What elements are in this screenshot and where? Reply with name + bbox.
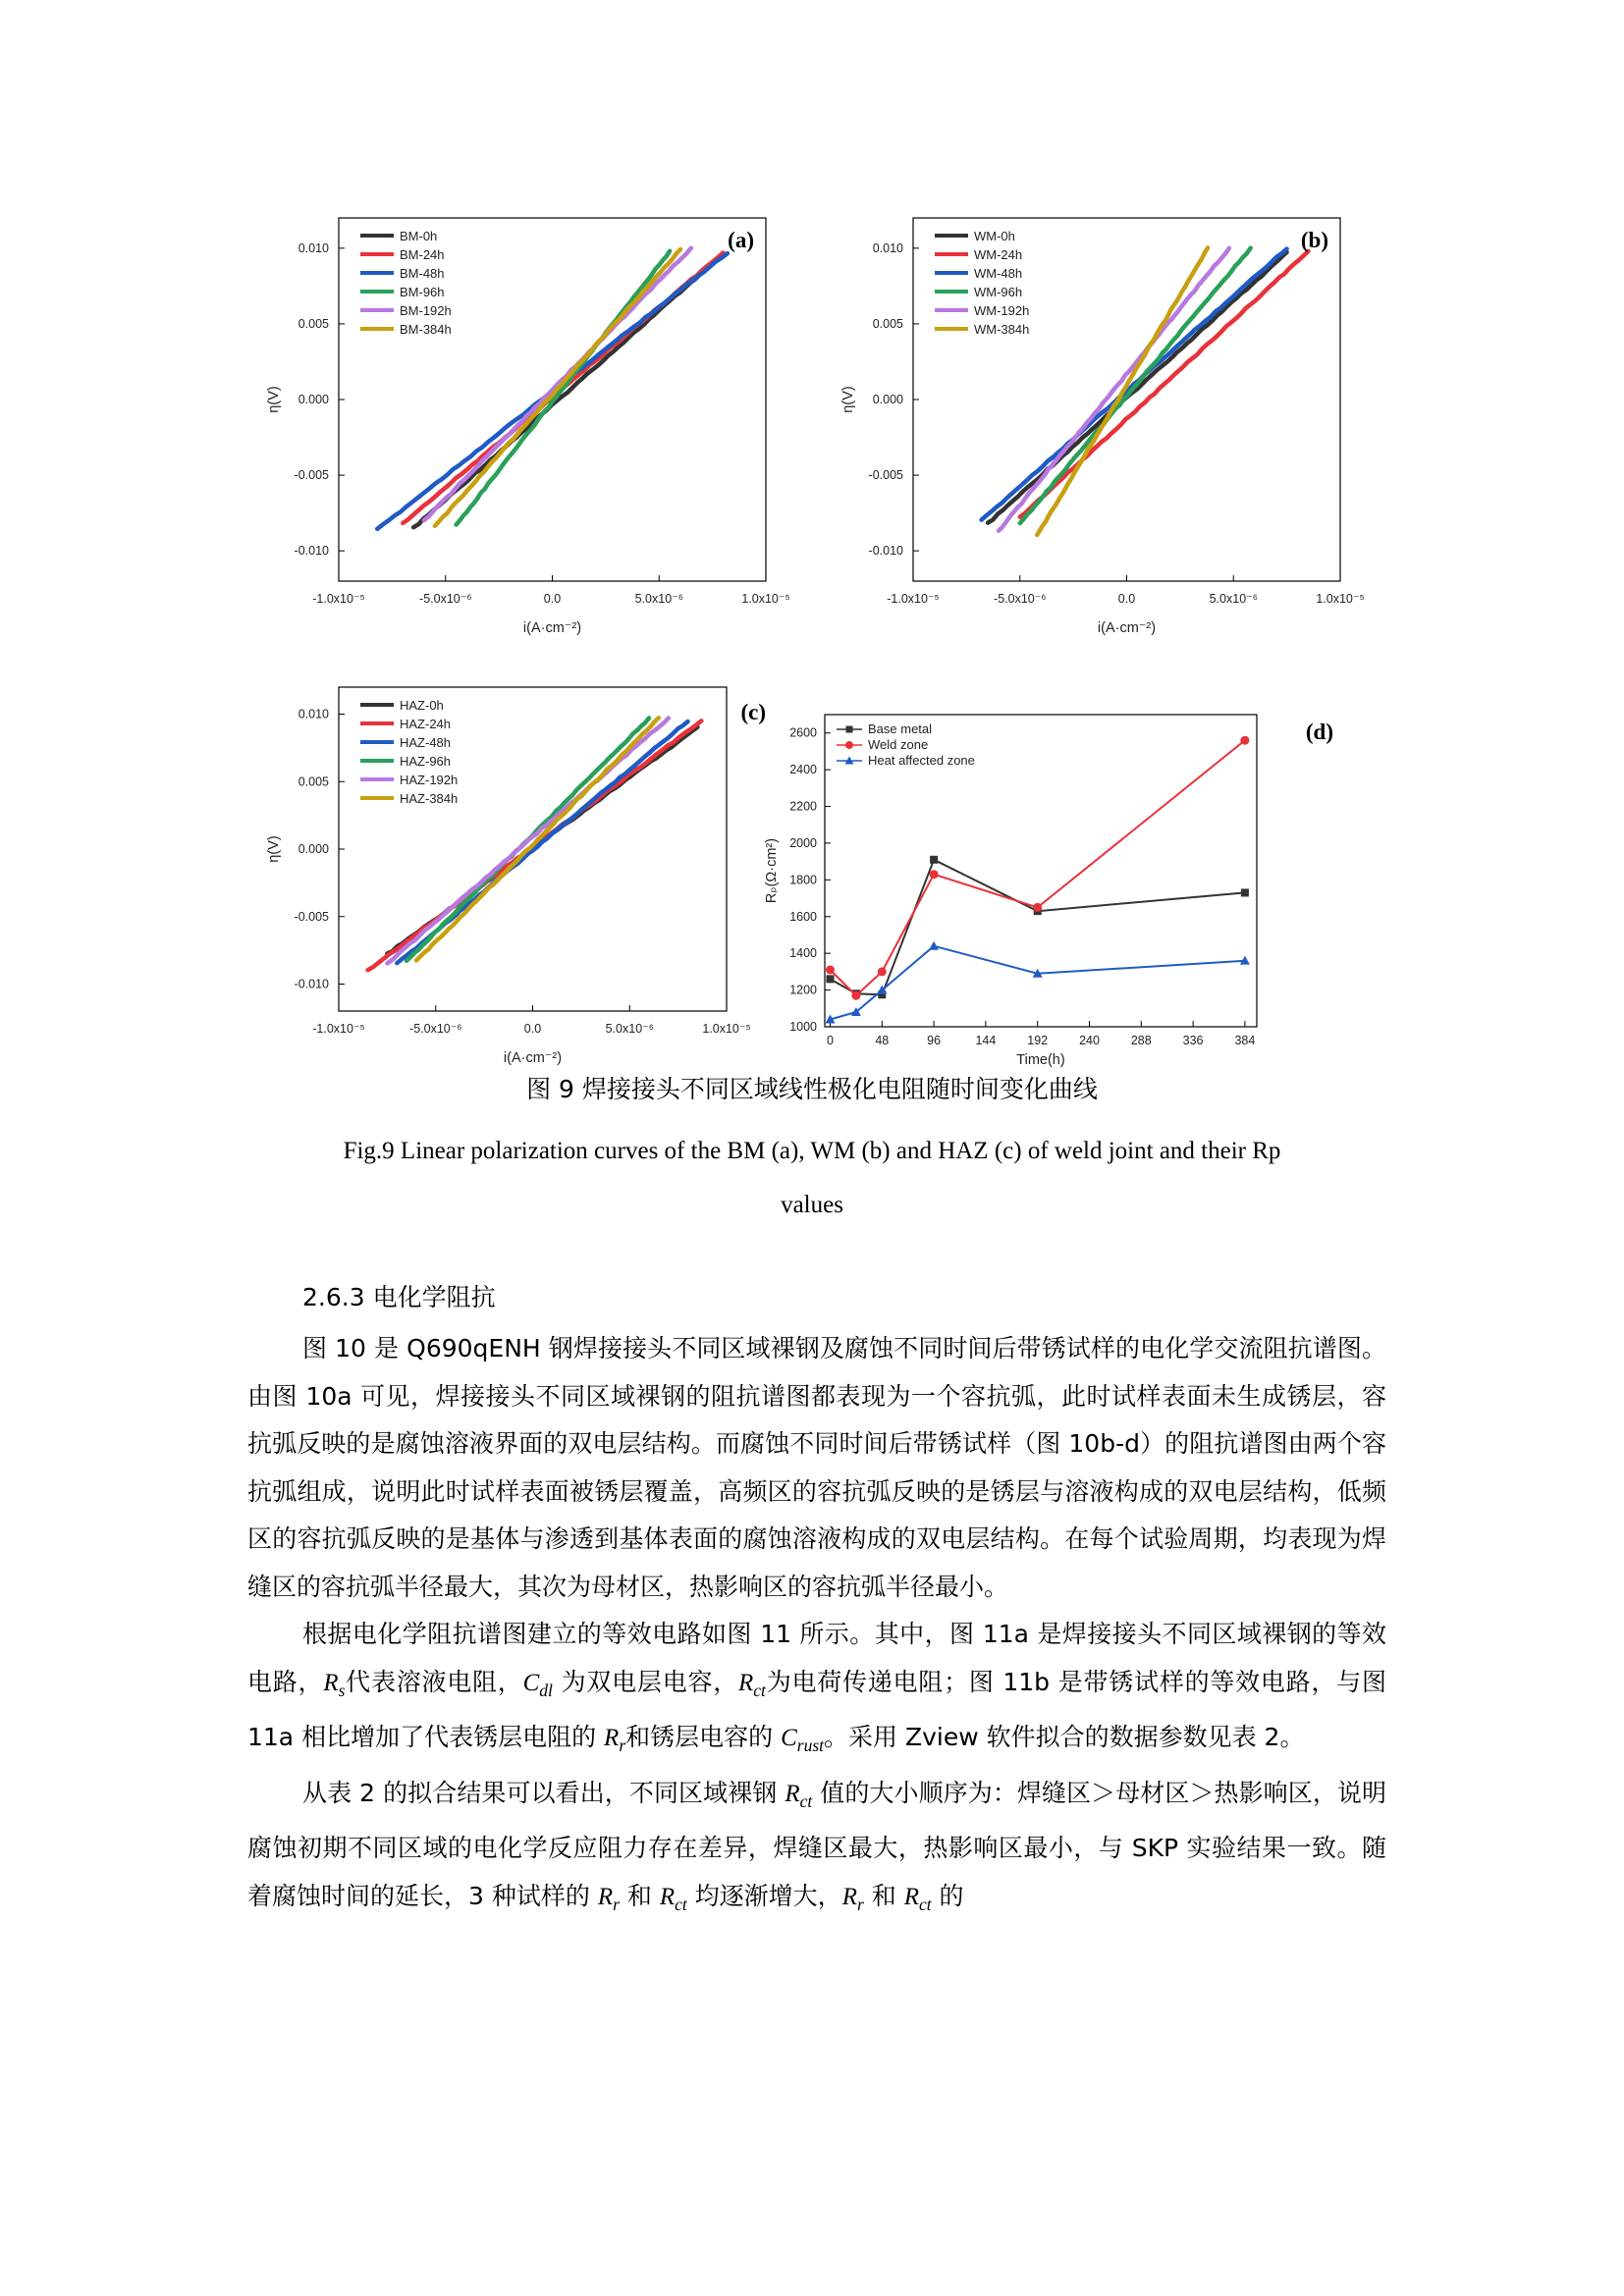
panel-label: (c) — [740, 700, 766, 724]
paragraph-2: 根据电化学阻抗谱图建立的等效电路如图 11 所示。其中，图 11a 是焊接接头不同区域裸钢的等效电路，$R_s$代表溶液电阻，$C_{dl}$ 为双电层电容，$R_{ct}$为电荷传递电阻；图 11b 是带锈试样的等效电路，与图 11a 相比增加了代表锈层电阻的 $R_r$和锈层电容的 $C_{rust}$。采用 Zview 软件拟合的数据参数见表 2。 — [247, 1620, 1386, 1755]
legend-label: WM-192h — [974, 303, 1030, 318]
marker-circle — [878, 967, 887, 976]
x-tick-label: 96 — [927, 1034, 942, 1047]
panel-label: (b) — [1300, 228, 1328, 252]
var-rr: $R_r$ — [604, 1725, 626, 1755]
series-line-WM-192h — [999, 248, 1229, 531]
panel-a-chart — [245, 208, 835, 640]
var-cdl: $C_{dl}$ — [522, 1669, 553, 1700]
y-tick-label: -0.005 — [294, 468, 329, 483]
var-rct: $R_{ct}$ — [738, 1669, 766, 1700]
y-tick-label: 0.010 — [298, 240, 329, 255]
x-tick-label: 0 — [827, 1034, 834, 1047]
legend-label: BM-24h — [400, 247, 445, 262]
legend-label: WM-384h — [974, 322, 1030, 337]
y-tick-label: 0.000 — [298, 393, 329, 406]
panel-b-chart — [815, 208, 1404, 640]
y-tick-label: 0.005 — [872, 316, 903, 331]
y-axis-title: η(V) — [840, 386, 856, 413]
legend-marker — [846, 726, 853, 733]
legend-label: Base metal — [868, 721, 933, 736]
legend-label: HAZ-0h — [400, 698, 444, 713]
y-tick-label: -0.005 — [294, 909, 329, 924]
x-tick-label: 5.0x10⁻⁶ — [1209, 592, 1258, 606]
x-tick-label: 384 — [1234, 1034, 1256, 1047]
x-tick-label: 144 — [975, 1034, 997, 1047]
marker-square — [827, 975, 835, 983]
x-tick-label: 192 — [1027, 1034, 1049, 1047]
series-line-WM-24h — [1020, 251, 1309, 517]
y-tick-label: -0.010 — [868, 544, 903, 559]
panel-d — [756, 705, 1345, 1078]
legend-marker — [845, 741, 853, 749]
var-rct: $R_{ct}$ — [785, 1780, 813, 1811]
x-tick-label: 240 — [1079, 1034, 1100, 1047]
series-line-HAZ-384h — [416, 718, 659, 960]
marker-circle — [851, 991, 860, 1000]
figure-caption-cn: 图 9 焊接接头不同区域线性极化电阻随时间变化曲线 — [526, 1075, 1098, 1103]
paragraph-1: 图 10 是 Q690qENH 钢焊接接头不同区域裸钢及腐蚀不同时间后带锈试样的电化学交流阻抗谱图。由图 10a 可见，焊接接头不同区域裸钢的阻抗谱图都表现为一个容抗弧，此时试样表面未生成锈层，容抗弧反映的是腐蚀溶液界面的双电层结构。而腐蚀不同时间后带锈试样（图 10b-d）的阻抗谱图由两个容抗弧组成，说明此时试样表面被锈层覆盖，高频区的容抗弧反映的是锈层与溶液构成的双电层结构，低频区的容抗弧反映的是基体与渗透到基体表面的腐蚀溶液构成的双电层结构。在每个试验周期，均表现为焊缝区的容抗弧半径最大，其次为母材区，热影响区的容抗弧半径最小。 — [247, 1334, 1386, 1601]
y-tick-label: 1800 — [789, 873, 817, 887]
y-tick-label: 0.005 — [298, 774, 329, 789]
x-tick-label: 1.0x10⁻⁵ — [741, 592, 790, 606]
figure-caption-en — [0, 1124, 1624, 1232]
x-tick-label: -5.0x10⁻⁶ — [409, 1022, 462, 1036]
panel-c-chart — [245, 682, 776, 1075]
legend-label: HAZ-96h — [400, 754, 452, 769]
var-rct: $R_{ct}$ — [903, 1883, 932, 1914]
panel-b — [815, 208, 1404, 640]
x-tick-label: 0.0 — [1117, 592, 1136, 606]
x-tick-label: 1.0x10⁻⁵ — [702, 1022, 751, 1036]
y-tick-label: -0.010 — [294, 977, 329, 991]
x-axis-title: i(A·cm⁻²) — [503, 1050, 563, 1066]
x-tick-label: 5.0x10⁻⁶ — [605, 1022, 654, 1036]
section-title: 电化学阻抗 — [372, 1283, 496, 1311]
marker-circle — [1033, 903, 1042, 912]
y-axis-title: Rₚ(Ω·cm²) — [764, 837, 780, 904]
x-tick-label: 288 — [1130, 1034, 1152, 1047]
panel-label: (d) — [1305, 720, 1333, 744]
marker-circle — [930, 870, 939, 879]
marker-triangle — [929, 941, 939, 950]
x-tick-label: 0.0 — [523, 1022, 542, 1036]
y-axis-title: η(V) — [266, 386, 282, 413]
y-axis-title: η(V) — [266, 835, 282, 863]
y-tick-label: -0.010 — [294, 544, 329, 559]
series-line-BM-192h — [424, 248, 691, 520]
series-line-WM-0h — [988, 252, 1287, 523]
y-tick-label: 1600 — [789, 909, 817, 924]
x-axis-title: i(A·cm⁻²) — [522, 620, 582, 636]
var-rs: $R_s$ — [323, 1669, 346, 1700]
legend-label: BM-384h — [400, 322, 452, 337]
y-tick-label: 2000 — [789, 835, 817, 850]
legend-label: HAZ-48h — [400, 735, 452, 750]
marker-square — [1241, 888, 1249, 896]
y-tick-label: 1200 — [789, 983, 817, 997]
x-tick-label: 48 — [875, 1034, 890, 1047]
legend-label: WM-0h — [974, 229, 1015, 243]
marker-circle — [1240, 736, 1249, 745]
x-axis-title: Time(h) — [1016, 1052, 1065, 1068]
legend-label: BM-0h — [400, 229, 438, 243]
section-number: 2.6.3 — [302, 1283, 365, 1311]
x-tick-label: -1.0x10⁻⁵ — [887, 592, 940, 606]
series-line-Heat affected zone — [831, 946, 1245, 1020]
var-rr: $R_r$ — [597, 1883, 620, 1914]
x-tick-label: 336 — [1182, 1034, 1204, 1047]
marker-square — [930, 856, 938, 864]
legend-label: HAZ-24h — [400, 717, 452, 731]
panel-label: (a) — [728, 228, 754, 252]
y-tick-label: 1400 — [789, 946, 817, 961]
y-tick-label: 2200 — [789, 799, 817, 814]
legend-label: WM-48h — [974, 266, 1023, 281]
y-tick-label: 2400 — [789, 763, 817, 777]
y-tick-label: 0.005 — [298, 316, 329, 331]
legend-label: WM-24h — [974, 247, 1023, 262]
x-axis-title: i(A·cm⁻²) — [1097, 620, 1157, 636]
y-tick-label: 2600 — [789, 725, 817, 740]
paragraph-3: 从表 2 的拟合结果可以看出，不同区域裸钢 $R_{ct}$ 值的大小顺序为：焊缝区＞母材区＞热影响区，说明腐蚀初期不同区域的电化学反应阻力存在差异，焊缝区最大，热影响区最小，与 SKP 实验结果一致。随着腐蚀时间的延长，3 种试样的 $R_r$ 和 $R_{ct}$ 均逐渐增大，$R_r$ 和 $R_{ct}$ 的 — [247, 1778, 1386, 1914]
x-tick-label: 5.0x10⁻⁶ — [634, 592, 683, 606]
section-heading — [302, 1278, 496, 1313]
x-tick-label: -1.0x10⁻⁵ — [312, 1022, 365, 1036]
legend-label: HAZ-384h — [400, 791, 459, 806]
y-tick-label: 0.010 — [298, 707, 329, 721]
x-tick-label: -5.0x10⁻⁶ — [419, 592, 472, 606]
legend-label: BM-192h — [400, 303, 452, 318]
x-tick-label: 0.0 — [543, 592, 562, 606]
legend-label: BM-96h — [400, 285, 445, 299]
x-tick-label: -1.0x10⁻⁵ — [312, 592, 365, 606]
var-rr: $R_r$ — [841, 1883, 864, 1914]
var-crust: $C_{rust}$ — [781, 1725, 824, 1755]
legend-label: Heat affected zone — [868, 753, 975, 768]
series-line-WM-384h — [1037, 247, 1208, 535]
legend-label: HAZ-192h — [400, 773, 459, 787]
panel-a — [245, 208, 835, 640]
legend-label: BM-48h — [400, 266, 445, 281]
body-text — [247, 1325, 1386, 1928]
series-line-WM-96h — [1020, 248, 1251, 523]
y-tick-label: 0.000 — [298, 842, 329, 856]
figure-caption-en-line1: Fig.9 Linear polarization curves of the BM (a), WM (b) and HAZ (c) of weld joint and their Rp — [343, 1138, 1281, 1164]
series-line-BM-384h — [435, 249, 680, 526]
series-line-BM-96h — [457, 251, 670, 525]
y-tick-label: 0.010 — [872, 240, 903, 255]
x-tick-label: -5.0x10⁻⁶ — [994, 592, 1047, 606]
x-tick-label: 1.0x10⁻⁵ — [1316, 592, 1365, 606]
marker-circle — [826, 966, 835, 975]
legend-label: Weld zone — [868, 737, 929, 752]
y-tick-label: 0.000 — [872, 393, 903, 406]
panel-c — [245, 682, 776, 1075]
figure-caption-en-line2: values — [781, 1192, 843, 1218]
series-line-Weld zone — [831, 740, 1245, 995]
y-tick-label: -0.005 — [868, 468, 903, 483]
var-rct: $R_{ct}$ — [659, 1883, 687, 1914]
y-tick-label: 1000 — [789, 1020, 817, 1034]
panel-d-chart — [756, 705, 1345, 1078]
legend-label: WM-96h — [974, 285, 1023, 299]
